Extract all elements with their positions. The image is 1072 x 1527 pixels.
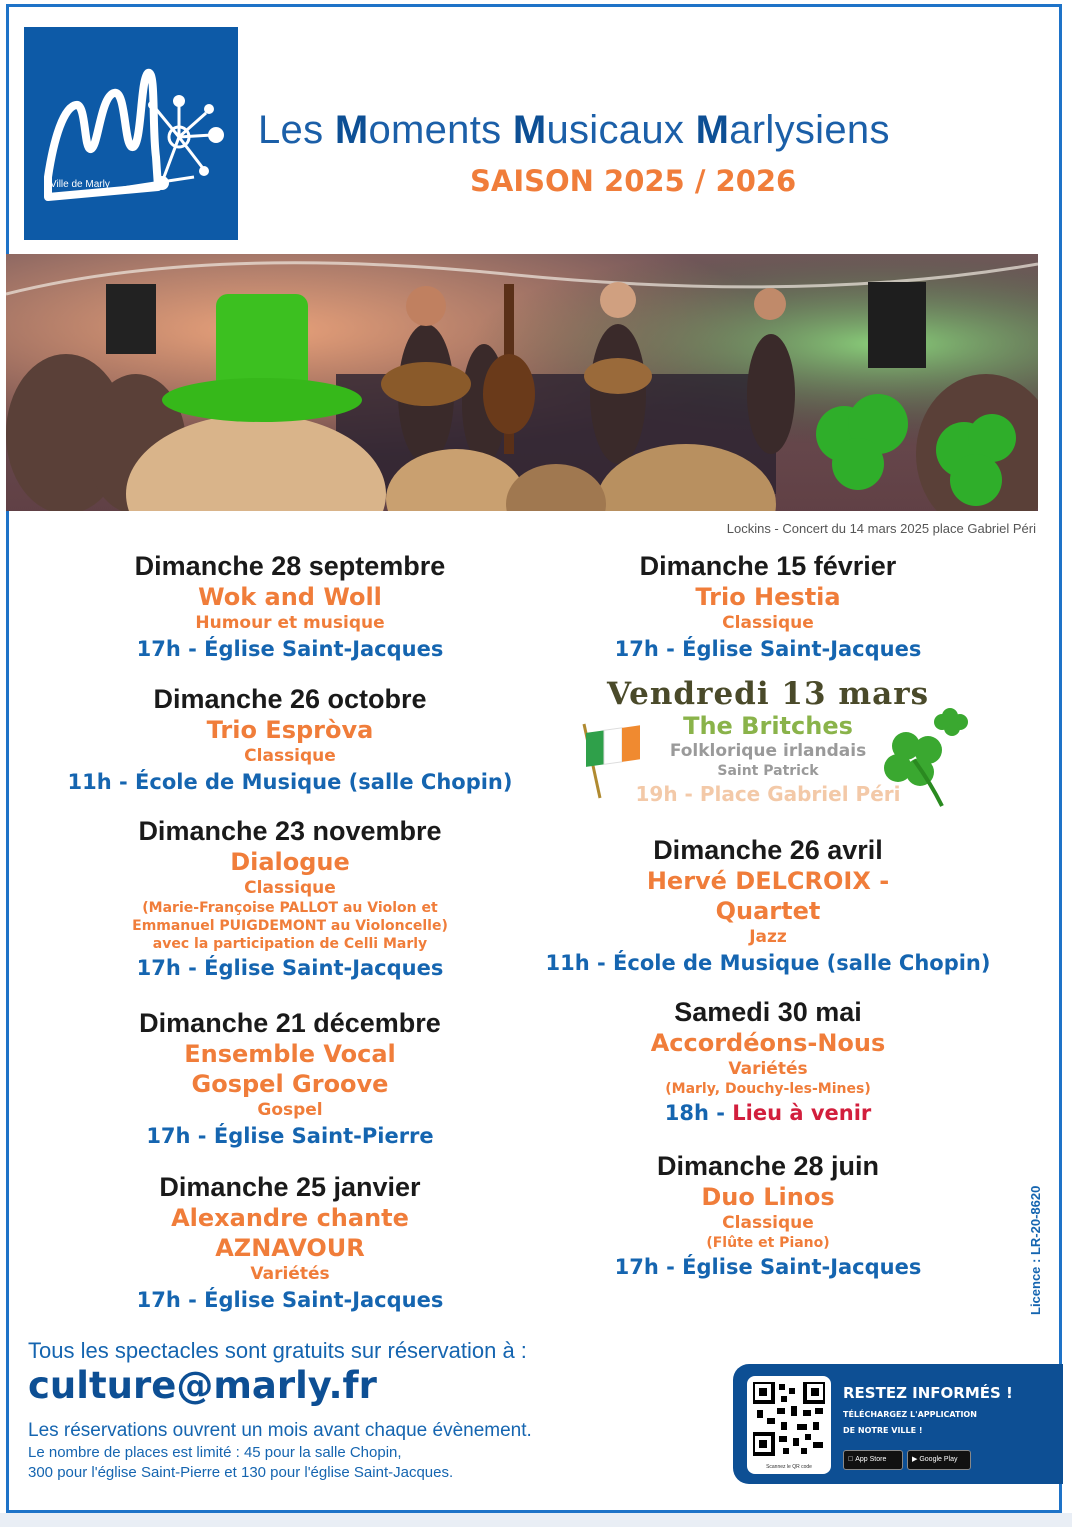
app-promo-box — [733, 1364, 1063, 1484]
event-card — [508, 834, 1028, 978]
event-genre: Gospel — [257, 1100, 323, 1120]
download-app-text: DE NOTRE VILLE ! — [843, 1426, 923, 1435]
event-artist: The Britches — [683, 712, 853, 740]
event-venue: 19h - Place Gabriel Péri — [635, 782, 901, 806]
qr-code-icon — [753, 1382, 825, 1460]
event-place: Place Gabriel Péri — [699, 782, 901, 806]
event-date: Dimanche 15 février — [639, 551, 897, 581]
event-time: 17h — [614, 1255, 659, 1279]
event-venue: 17h - Église Saint-Jacques — [136, 637, 444, 661]
event-time: 17h — [146, 1124, 191, 1148]
event-artist: Quartet — [715, 897, 821, 925]
event-time: 11h — [67, 770, 112, 794]
event-genre: Classique — [722, 613, 814, 633]
event-venue: 17h - Église Saint-Jacques — [136, 956, 444, 980]
title-fragment: oments — [368, 108, 513, 152]
event-artist: Hervé DELCROIX - — [646, 867, 890, 895]
event-card — [508, 1150, 1028, 1282]
google-play-badge[interactable]: ▶ Google Play — [907, 1450, 971, 1470]
concert-photo — [6, 254, 1038, 511]
event-time: 11h — [545, 951, 590, 975]
title-fragment: M — [695, 108, 730, 152]
apple-icon — [848, 1456, 853, 1463]
event-artist: Accordéons-Nous — [650, 1029, 886, 1057]
event-place: École de Musique (salle Chopin) — [135, 770, 513, 794]
event-artist: AZNAVOUR — [215, 1234, 365, 1262]
stay-informed-title: RESTEZ INFORMÉS ! — [843, 1384, 1013, 1402]
bottom-band — [0, 1513, 1072, 1527]
event-venue: 11h - École de Musique (salle Chopin) — [545, 951, 991, 975]
event-card — [30, 683, 550, 797]
event-venue: 11h - École de Musique (salle Chopin) — [67, 770, 513, 794]
licence-number: Licence : LR-20-8620 — [1028, 1185, 1043, 1315]
event-place: École de Musique (salle Chopin) — [613, 951, 991, 975]
reservation-email-link[interactable]: culture@marly.fr — [28, 1364, 377, 1407]
irish-flag-icon — [578, 716, 648, 800]
event-genre: Variétés — [250, 1264, 330, 1284]
event-date: Dimanche 26 avril — [653, 835, 883, 865]
event-date: Samedi 30 mai — [674, 997, 862, 1027]
reservation-info: Les réservations ouvrent un mois avant chaque évènement. — [28, 1420, 532, 1441]
event-time: 17h — [136, 956, 181, 980]
event-place: Église Saint-Jacques — [682, 1255, 922, 1279]
marly-logo-icon — [24, 27, 238, 240]
event-card — [30, 1007, 550, 1151]
title-fragment: M — [512, 108, 547, 152]
event-place: Église Saint-Jacques — [204, 1288, 444, 1312]
play-icon: ▶ — [912, 1456, 918, 1463]
logo-caption: Ville de Marly — [50, 179, 110, 190]
event-venue: 18h - Lieu à venir — [664, 1101, 872, 1125]
event-date: Dimanche 26 octobre — [153, 684, 427, 714]
event-card — [30, 550, 550, 664]
event-card — [508, 996, 1028, 1128]
qr-label: Scannez le QR code — [766, 1464, 812, 1470]
title-fragment: Les — [258, 108, 335, 152]
download-app-text: TÉLÉCHARGEZ L'APPLICATION — [843, 1410, 977, 1419]
event-artist: Duo Linos — [701, 1183, 835, 1211]
event-time: 19h — [635, 782, 678, 806]
event-note: avec la participation de Celli Marly — [152, 936, 428, 952]
event-series-title — [258, 108, 1018, 153]
event-venue: 17h - Église Saint-Jacques — [136, 1288, 444, 1312]
qr-code[interactable] — [747, 1376, 831, 1474]
event-time: 17h — [614, 637, 659, 661]
event-artist: Ensemble Vocal — [184, 1040, 396, 1068]
event-time: 18h — [664, 1101, 709, 1125]
shamrock-icon — [880, 702, 970, 814]
capacity-info: Le nombre de places est limité : 45 pour la salle Chopin, — [28, 1444, 402, 1461]
event-genre: Classique — [244, 746, 336, 766]
event-genre: Variétés — [728, 1059, 808, 1079]
event-genre: Classique — [722, 1213, 814, 1233]
title-fragment: usicaux — [546, 108, 696, 152]
event-date: Dimanche 28 juin — [656, 1151, 880, 1181]
event-note: (Flûte et Piano) — [706, 1235, 830, 1251]
event-artist: Wok and Woll — [198, 583, 382, 611]
event-genre: Humour et musique — [195, 613, 385, 633]
marly-logo — [24, 27, 238, 240]
event-time: 17h — [136, 637, 181, 661]
event-card — [508, 550, 1028, 664]
event-artist: Alexandre chante — [171, 1204, 409, 1232]
event-genre: Jazz — [749, 927, 787, 947]
event-date: Dimanche 21 décembre — [139, 1008, 441, 1038]
event-artist: Trio Espròva — [206, 716, 374, 744]
event-genre: Classique — [244, 878, 336, 898]
event-place: Église Saint-Jacques — [204, 637, 444, 661]
event-artist: Dialogue — [230, 848, 350, 876]
event-date: Dimanche 28 septembre — [134, 551, 446, 581]
event-note: (Marie-Françoise PALLOT au Violon et — [142, 900, 438, 916]
event-venue: 17h - Église Saint-Pierre — [146, 1124, 434, 1148]
event-genre: Folklorique irlandais — [669, 741, 867, 761]
event-artist: Trio Hestia — [695, 583, 841, 611]
event-card — [30, 815, 550, 983]
event-note: (Marly, Douchy-les-Mines) — [665, 1081, 871, 1097]
event-place: Église Saint-Jacques — [204, 956, 444, 980]
title-fragment: M — [334, 108, 369, 152]
event-venue: 17h - Église Saint-Jacques — [614, 637, 922, 661]
event-date: Dimanche 23 novembre — [138, 816, 442, 846]
event-place: Église Saint-Jacques — [682, 637, 922, 661]
season-label: SAISON 2025 / 2026 — [470, 164, 797, 198]
event-time: 17h — [136, 1288, 181, 1312]
photo-caption: Lockins - Concert du 14 mars 2025 place Gabriel Péri — [726, 521, 1036, 536]
event-card — [30, 1171, 550, 1315]
title-fragment: arlysiens — [729, 108, 890, 152]
event-note: Emmanuel PUIGDEMONT au Violoncelle) — [132, 918, 448, 934]
event-place: Église Saint-Pierre — [213, 1124, 434, 1148]
free-entry-notice: Tous les spectacles sont gratuits sur réservation à : — [28, 1338, 527, 1363]
capacity-info: 300 pour l'église Saint-Pierre et 130 pour l'église Saint-Jacques. — [28, 1464, 454, 1481]
event-artist: Gospel Groove — [191, 1070, 389, 1098]
app-store-badge[interactable]: App Store — [843, 1450, 903, 1470]
event-date: Vendredi 13 mars — [606, 676, 930, 712]
event-venue: 17h - Église Saint-Jacques — [614, 1255, 922, 1279]
event-place: Lieu à venir — [732, 1101, 872, 1125]
event-note: Saint Patrick — [717, 763, 819, 779]
event-date: Dimanche 25 janvier — [159, 1172, 421, 1202]
